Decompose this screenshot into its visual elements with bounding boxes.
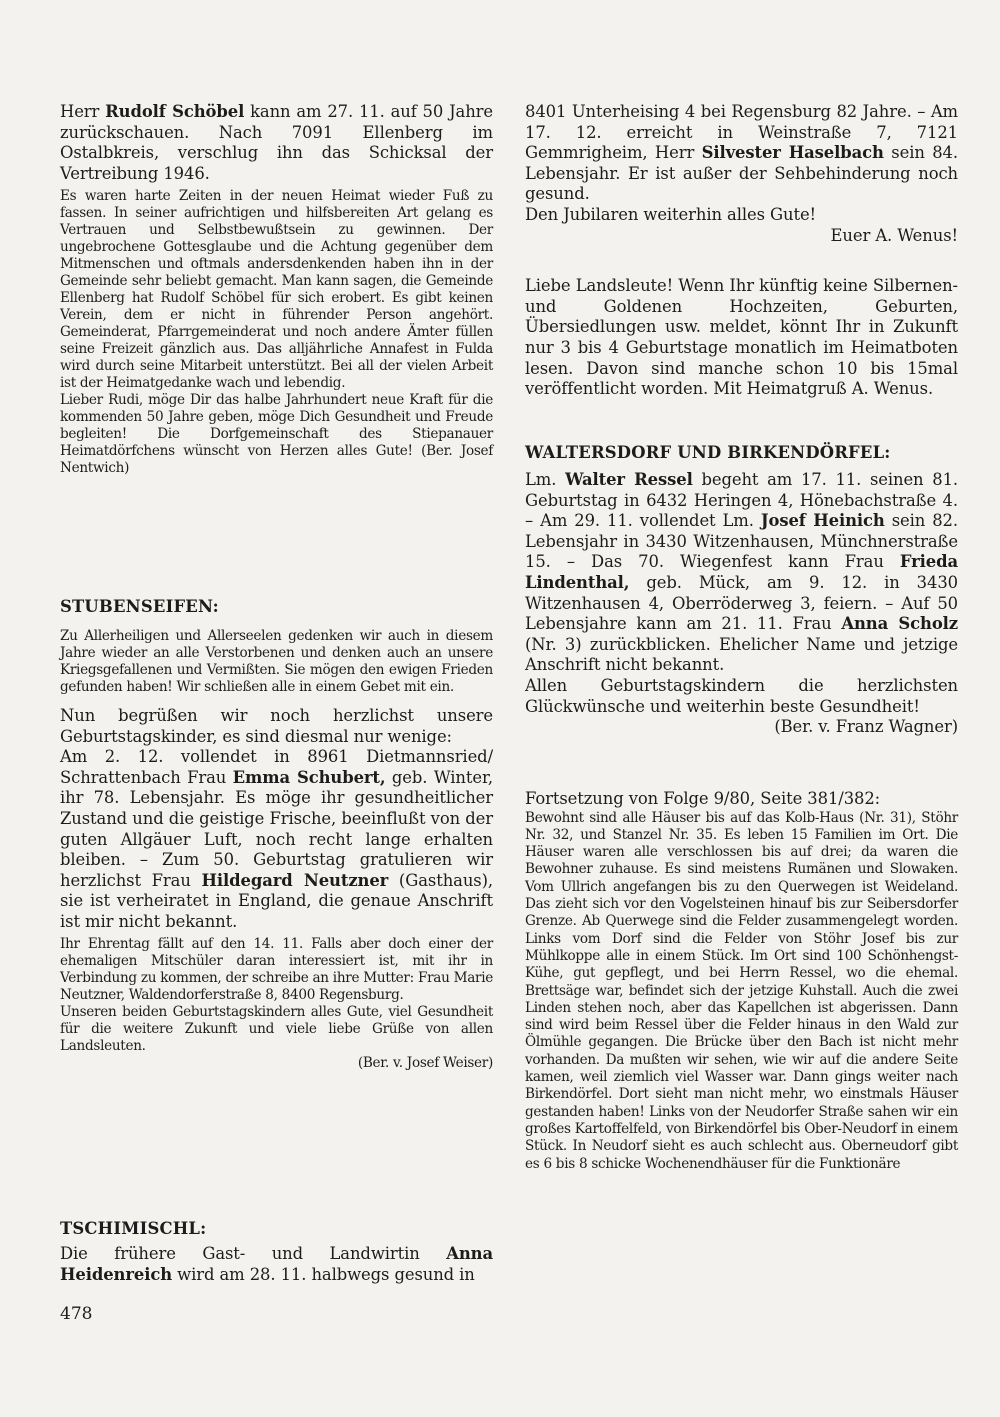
text-run: geb. Winter, ihr 78. Lebensjahr. Es möge ihr gesundheitlicher Zustand und die geistige Frische, beeinflußt von der guten Allgäuer Luft, noch recht lange erhalten bleiben. – Zum 50. Geburtstag gratulieren wir herzlichst Frau [60, 767, 494, 890]
paragraph [525, 470, 958, 676]
text-run: Am 2. 12. vollendet in 8961 Dietmannsried/ Schrattenbach Frau [60, 747, 493, 787]
page-number: 478 [60, 1304, 93, 1324]
article-schoebel [60, 102, 493, 477]
section-heading: TSCHIMISCHL: [60, 1219, 207, 1238]
person-name: Josef Heinich [760, 511, 885, 531]
section-waltersdorf [525, 443, 958, 738]
text-run: 8401 Unterheising 4 bei Regensburg 82 Jahre. – Am 17. 12. erreicht in Weinstraße 7, 7121 Gemmrigheim, Herr [525, 102, 958, 163]
paragraph [525, 205, 958, 226]
paragraph [60, 1244, 493, 1285]
text-run: Herr [60, 102, 106, 121]
text-run: Allen Geburtstagskindern die herzlichsten Glückwünsche und weiterhin beste Gesundheit! [525, 675, 958, 716]
signature: Euer A. Wenus! [830, 225, 958, 245]
section-heading: Fortsetzung von Folge 9/80, Seite 381/382: [525, 789, 881, 808]
text-run: Den Jubilaren weiterhin alles Gute! [525, 204, 817, 224]
text-run: Ihr Ehrentag fällt auf den 14. 11. Falls aber doch einer der ehemaligen Mitschüler daran interessiert ist, mit ihr in Verbindung zu kommen, der schreibe an ihre Mutter: Frau Marie Neutzner, Waldendorferstraße 8, 8400 Regensburg. [60, 935, 493, 1003]
signature: (Ber. v. Franz Wagner) [774, 717, 958, 737]
section-tschimischl [60, 1219, 493, 1285]
text-run: Lieber Rudi, möge Dir das halbe Jahrhundert neue Kraft für die kommenden 50 Jahre geben, möge Dich Gesundheit und Freude begleiten! Die Dorfgemeinschaft des Stiepanauer Heimatdörfchens wünscht von Herzen alles Gute! (Ber. Josef Nentwich) [60, 392, 493, 477]
text-run: wird am 28. 11. halbwegs gesund in [172, 1264, 475, 1284]
text-run: Zu Allerheiligen und Allerseelen gedenken wir auch in diesem Jahre wieder an alle Verstorbenen und denken auch an unsere Kriegsgefallenen und Vermißten. Sie mögen den ewigen Frieden gefunden haben! Wir schließen alle in einem Gebet mit ein. [60, 628, 493, 695]
paragraph [525, 102, 958, 205]
text-run: geb. Mück, am 9. 12. in 3430 Witzenhausen 4, Oberröderweg 3, feiern. – Auf 50 Lebensjahre kann am 21. 11. Frau [525, 572, 958, 634]
paragraph [525, 276, 958, 400]
person-name: Anna Heidenreich [60, 1244, 493, 1284]
person-name: Emma Schubert, [232, 767, 386, 787]
text-run: Bewohnt sind alle Häuser bis auf das Kolb-Haus (Nr. 31), Stöhr Nr. 32, und Stanzel Nr. 35. Es leben 15 Familien im Ort. Die Häuser waren alle verschlossen bis auf drei; da waren die Bewohner zuhause. Es sind meistens Rumänen und Slowaken. Vom Ullrich angefangen bis zu den Querwegen ist Weideland. Das zieht sich vor den Vogelsteinen hinauf bis zur Seibersdorfer Grenze. Ab Querwege sind die Felder zusammengelegt worden. Links vom Dorf sind die Felder von Stöhr Josef bis zur Mühlkoppe alle in einem Stück. Im Ort sind 100 Schönhengst-Kühe, gut gepflegt, und bei Herrn Ressel, wo die ehemal. Brettsäge war, befindet sich der jetzige Kuhstall. Auch die zwei Linden stehen noch, aber das Kapellchen ist abgerissen. Dann sind wird beim Ressel über die Felder hinaus in den Wald zur Ölmühle gegangen. Die Brücke über den Bach ist nicht mehr vorhanden. Da mußten wir sehen, wie wir auf die andere Seite kamen, weil ziemlich viel Wasser war. Dann gings weiter nach Birkendörfel. Dort sieht man nicht mehr, wo einstmals Häuser gestanden haben! Links von der Neudorfer Straße sahen wir ein großes Kartoffelfeld, von Birkendörfel bis Ober-Neudorf in einem Stück. In Neudorf sieht es auch schlecht aus. Oberneudorf gibt es 6 bis 8 schicke Wochenendhäuser für die Funktionäre [525, 809, 958, 1172]
text-run: Unseren beiden Geburtstagskindern alles Gute, viel Gesundheit für die weitere Zukunft und viele liebe Grüße von allen Landsleuten. [60, 1003, 493, 1054]
text-run: (Gasthaus), sie ist verheiratet in England, die genaue Anschrift ist mir nicht bekannt. [60, 870, 493, 931]
section-stubenseifen [60, 597, 493, 1072]
person-name: Anna Scholz [841, 614, 959, 634]
text-run: Liebe Landsleute! Wenn Ihr künftig keine Silbernen- und Goldenen Hochzeiten, Geburten, Übersiedlungen usw. meldet, könnt Ihr in Zukunft nur 3 bis 4 Geburtstage monatlich im Heimatboten lesen. Davon sind manche schon 10 bis 15mal veröffentlicht worden. Mit Heimatgruß A. Wenus. [525, 276, 958, 399]
paragraph [60, 936, 493, 1004]
text-run: Lm. [525, 470, 566, 489]
signature: (Ber. v. Josef Weiser) [357, 1054, 493, 1071]
paragraph [60, 102, 493, 184]
paragraph [60, 747, 493, 932]
person-name: Walter Ressel [565, 470, 693, 489]
person-name: Silvester Haselbach [701, 143, 884, 163]
person-name: Rudolf Schöbel [105, 102, 245, 121]
section-heading: STUBENSEIFEN: [60, 597, 219, 616]
person-name: Frieda Lindenthal, [525, 552, 958, 592]
paragraph [60, 1004, 493, 1055]
paragraph [60, 188, 493, 392]
paragraph [525, 675, 958, 737]
paragraph [60, 392, 493, 477]
text-run: Nun begrüßen wir noch herzlichst unsere Geburtstagskinder, es sind diesmal nur wenige: [60, 706, 493, 746]
paragraph [60, 706, 493, 747]
person-name: Hildegard Neutzner [201, 870, 389, 890]
section-fortsetzung [525, 789, 958, 1173]
text-run: sein 84. Lebensjahr. Er ist außer der Sehbehinderung noch gesund. [525, 143, 958, 204]
text-run: sein 82. Lebensjahr in 3430 Witzenhausen, Münchnerstraße 15. – Das 70. Wiegenfest kann Frau [525, 511, 958, 572]
paragraph [525, 810, 958, 1173]
text-run: (Nr. 3) zurückblicken. Ehelicher Name und jetzige Anschrift nicht bekannt. [525, 634, 958, 675]
text-run: kann am 27. 11. auf 50 Jahre zurückschauen. Nach 7091 Ellenberg im Ostalbkreis, verschlug ihn das Schicksal der Vertreibung 1946. [60, 102, 494, 183]
text-run: begeht am 17. 11. seinen 81. Geburtstag in 6432 Heringen 4, Hönebachstraße 4. – Am 29. 11. vollendet Lm. [525, 470, 959, 531]
text-run: Es waren harte Zeiten in der neuen Heimat wieder Fuß zu fassen. In seiner aufrichtigen und hilfsbereiten Art gelang es Vertrauen und Selbstbewußtsein zu gewinnen. Der ungebrochene Gottesglaube und die Achtung gegenüber dem Mitmenschen und oftmals andersdenkenden haben ihn in der Gemeinde sehr beliebt gemacht. Man kann sagen, die Gemeinde Ellenberg hat Rudolf Schöbel für sich erobert. Es gibt keinen Verein, dem er nicht in führender Person angehört. Gemeinderat, Pfarrgemeinderat und noch andere Ämter füllen seine Freizeit gänzlich aus. Das alljährliche Annafest in Fulda wird durch seine Mitarbeit unterstützt. Bei all der vielen Arbeit ist der Heimatgedanke wach und lebendig. [60, 188, 493, 392]
text-run: Die frühere Gast- und Landwirtin [60, 1244, 447, 1263]
section-heading: WALTERSDORF UND BIRKENDÖRFEL: [525, 443, 891, 462]
paragraph [60, 628, 493, 696]
article-continued [525, 102, 958, 400]
